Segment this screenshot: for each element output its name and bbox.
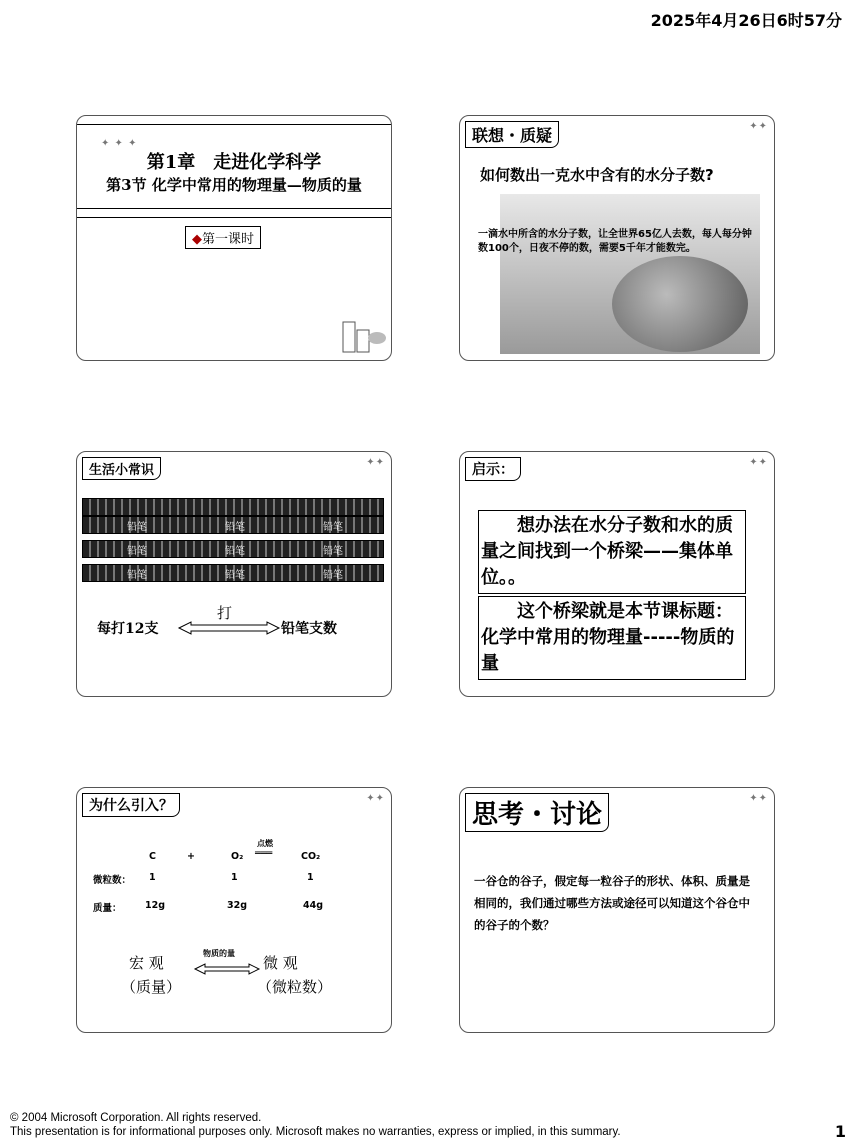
page-number: 1 bbox=[834, 1122, 846, 1141]
slide-title: 思考・讨论 bbox=[465, 793, 609, 832]
pencil-label: 铅笔 bbox=[127, 570, 147, 581]
pencil-label: 铅笔 bbox=[323, 522, 343, 533]
equation-arrow: ═══ bbox=[255, 848, 273, 859]
arrow-label: 打 bbox=[217, 604, 233, 622]
slide-body-text: 一滴水中所含的水分子数，让全世界65亿人去数，每人每分钟数100个，日夜不停的数，需要5千年才能数完。 bbox=[478, 229, 752, 254]
equation-o2: O₂ bbox=[231, 851, 244, 862]
pencil-row bbox=[82, 564, 384, 582]
slide-3-thumbnail[interactable] bbox=[76, 451, 392, 697]
particle-co2: 1 bbox=[307, 872, 314, 883]
slide-title: 为什么引入？ bbox=[82, 793, 180, 817]
lesson-label bbox=[185, 226, 261, 249]
slide-1-thumbnail[interactable] bbox=[76, 115, 392, 361]
sparkle-icon: ✦✦ bbox=[749, 457, 768, 468]
equation-plus: + bbox=[187, 851, 195, 862]
pencil-label: 铅笔 bbox=[127, 546, 147, 557]
sparkle-icon: ✦✦ bbox=[749, 793, 768, 804]
decorative-books-icon bbox=[341, 316, 387, 356]
slide-title: 启示： bbox=[465, 457, 521, 481]
chapter-title: 第1章 走进化学科学 bbox=[146, 152, 322, 173]
sparkle-icon: ✦ ✦ ✦ bbox=[101, 138, 138, 149]
pencil-row bbox=[82, 516, 384, 534]
mass-o2: 32g bbox=[227, 900, 248, 911]
double-arrow-icon bbox=[177, 620, 281, 636]
pencil-label: 铅笔 bbox=[127, 522, 147, 533]
slide-4-thumbnail[interactable] bbox=[459, 451, 775, 697]
macro-sublabel: （质量） bbox=[121, 978, 182, 996]
arrow-label: 物质的量 bbox=[203, 949, 235, 958]
diamond-bullet-icon: ◆ bbox=[192, 232, 202, 247]
slide-title: 生活小常识 bbox=[82, 457, 161, 480]
mass-label: 质量： bbox=[93, 903, 122, 914]
text-box-1: 想办法在水分子数和水的质量之间找到一个桥梁——集体单位。。 bbox=[478, 510, 746, 594]
slide-2-thumbnail[interactable] bbox=[459, 115, 775, 361]
pencil-row bbox=[82, 498, 384, 516]
divider-line bbox=[77, 208, 391, 209]
section-title: 第3节 化学中常用的物理量—物质的量 bbox=[106, 176, 362, 194]
pencil-label: 铅笔 bbox=[225, 522, 245, 533]
slide-5-thumbnail[interactable] bbox=[76, 787, 392, 1033]
particle-c: 1 bbox=[149, 872, 156, 883]
sparkle-icon: ✦✦ bbox=[366, 457, 385, 468]
left-text: 每打12支 bbox=[97, 621, 159, 637]
slide-question: 如何数出一克水中含有的水分子数? bbox=[480, 166, 714, 184]
slide-title: 联想・质疑 bbox=[465, 121, 559, 148]
double-arrow-icon bbox=[193, 962, 261, 976]
sparkle-icon: ✦✦ bbox=[749, 121, 768, 132]
particle-label: 微粒数： bbox=[93, 875, 132, 886]
macro-label: 宏 观 bbox=[129, 954, 164, 972]
reaction-condition: 点燃 bbox=[257, 839, 273, 848]
pencil-label: 铅笔 bbox=[323, 546, 343, 557]
text-box-2: 这个桥梁就是本节课标题：化学中常用的物理量-----物质的量 bbox=[478, 596, 746, 680]
disclaimer-line: This presentation is for informational purposes only. Microsoft makes no warranties, express or implied, in this summary. bbox=[10, 1126, 621, 1138]
mass-c: 12g bbox=[145, 900, 166, 911]
micro-sublabel: （微粒数） bbox=[257, 978, 333, 996]
equation-c: C bbox=[149, 851, 156, 862]
pencil-label: 铅笔 bbox=[225, 570, 245, 581]
micro-label: 微 观 bbox=[263, 954, 298, 972]
sparkle-icon: ✦✦ bbox=[366, 793, 385, 804]
right-text: 铅笔支数 bbox=[281, 621, 337, 637]
equation-co2: CO₂ bbox=[301, 851, 321, 862]
molecules-image bbox=[612, 256, 748, 352]
pencil-label: 铅笔 bbox=[225, 546, 245, 557]
pencil-row bbox=[82, 540, 384, 558]
print-timestamp: 2025年4月26日6时57分 bbox=[650, 11, 842, 30]
particle-o2: 1 bbox=[231, 872, 238, 883]
slide-body-text: 一谷仓的谷子，假定每一粒谷子的形状、体积、质量是相同的，我们通过哪些方法或途径可以知道这个谷仓中的谷子的个数？ bbox=[474, 874, 750, 932]
slide-6-thumbnail[interactable] bbox=[459, 787, 775, 1033]
footer-text bbox=[10, 1111, 621, 1139]
mass-co2: 44g bbox=[303, 900, 324, 911]
pencil-label: 铅笔 bbox=[323, 570, 343, 581]
copyright-line: © 2004 Microsoft Corporation. All rights reserved. bbox=[10, 1112, 262, 1124]
lesson-text: 第一课时 bbox=[202, 232, 255, 247]
